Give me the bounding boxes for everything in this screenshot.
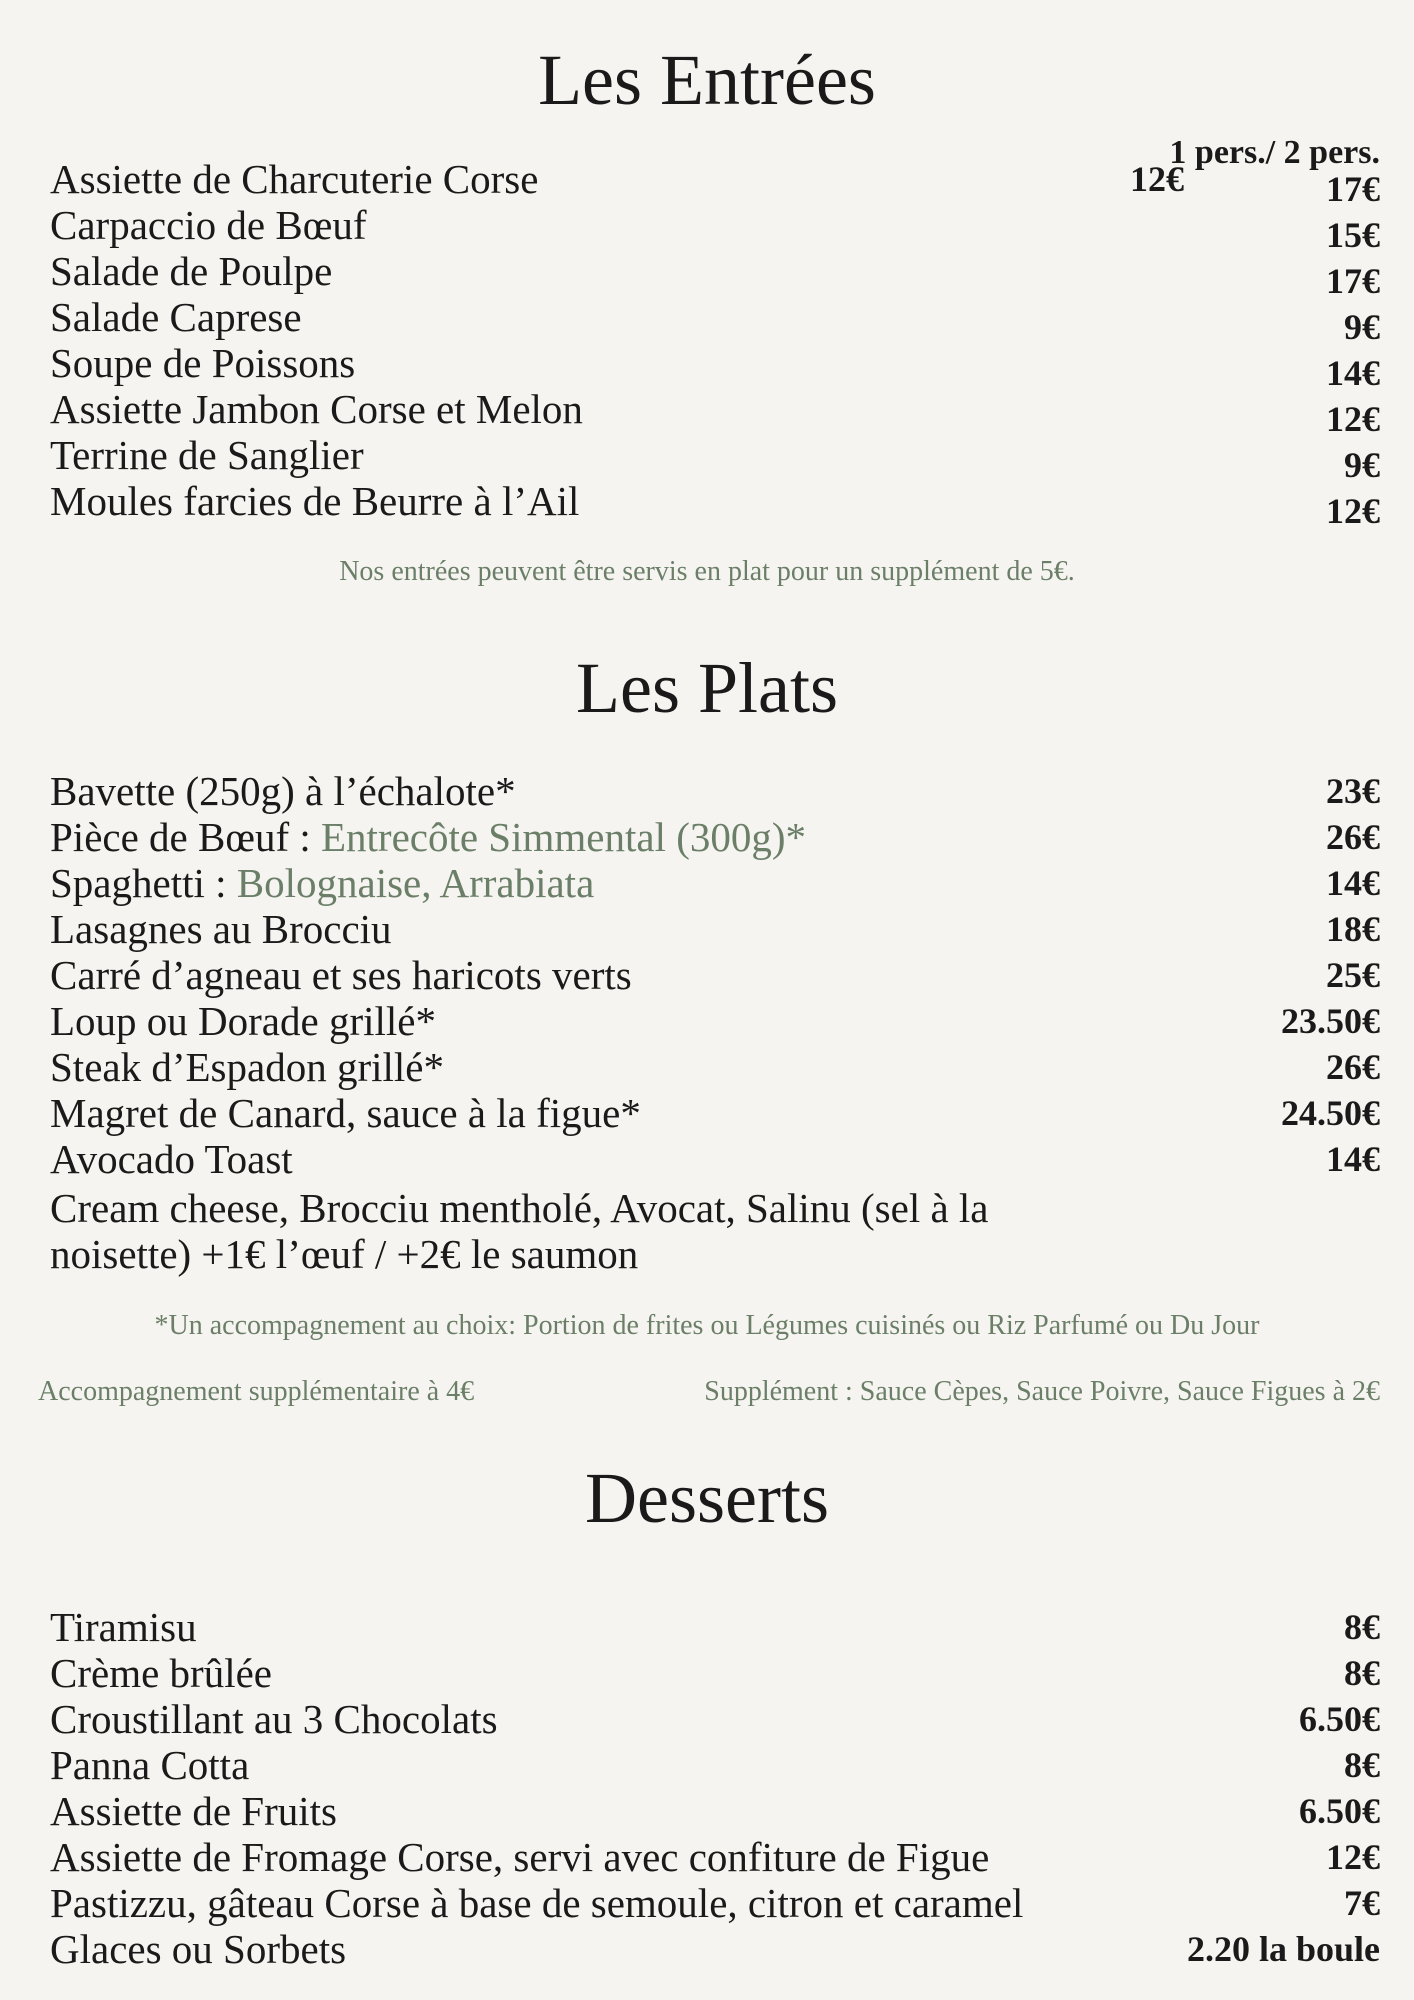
item-name: Moules farcies de Beurre à l’Ail [50,478,580,524]
item-name-text: Pièce de Bœuf : [50,814,321,860]
item-price: 6.50€ [1299,1791,1380,1831]
menu-item [50,998,1380,1044]
menu-item [50,860,1380,906]
item-name: Panna Cotta [50,1742,250,1788]
menu-item [50,386,1380,439]
item-price: 23€ [1326,771,1380,811]
menu-item [50,1044,1380,1090]
menu-item [50,952,1380,998]
plats-title: Les Plats [576,648,838,728]
item-name [50,1044,444,1090]
item-name: Assiette Jambon Corse et Melon [50,386,583,432]
entrees-column-header: 1 pers./ 2 pers. [1169,134,1380,171]
menu-item [50,814,1380,860]
plats-list [50,768,1380,1182]
item-price: 14€ [1326,1139,1380,1179]
item-name: Carpaccio de Bœuf [50,202,367,248]
menu-item [50,294,1380,347]
item-name: Croustillant au 3 Chocolats [50,1696,498,1742]
item-name-text: Steak d’Espadon grillé* [50,1044,444,1090]
item-name: Assiette de Fromage Corse, servi avec confiture de Figue [50,1834,990,1880]
menu-item [50,1650,1380,1696]
menu-item [50,156,1380,209]
item-name [50,860,594,906]
item-price: 24.50€ [1281,1093,1380,1133]
plats-sauces-note: Supplément : Sauce Cèpes, Sauce Poivre, Sauce Figues à 2€ [704,1376,1380,1407]
item-price: 2.20 la boule [1186,1929,1380,1969]
item-detail: Bolognaise, Arrabiata [236,860,595,906]
item-price: 26€ [1326,817,1380,857]
item-name: Soupe de Poissons [50,340,356,386]
item-name [50,814,806,860]
menu-item [50,1696,1380,1742]
menu-item [50,1834,1380,1880]
item-name: Salade de Poulpe [50,248,333,294]
item-name: Pastizzu, gâteau Corse à base de semoule, citron et caramel [50,1880,1024,1926]
menu-item [50,340,1380,393]
item-name [50,1136,293,1182]
menu-item [50,1880,1380,1926]
menu-item [50,1604,1380,1650]
item-price: 17€ [1326,169,1380,209]
plats-accompaniment-note: *Un accompagnement au choix: Portion de frites ou Légumes cuisinés ou Riz Parfumé ou Du Jour [154,1310,1260,1341]
item-price: 23.50€ [1281,1001,1380,1041]
avocado-toast-description: Cream cheese, Brocciu mentholé, Avocat, Salinu (sel à la noisette) +1€ l’œuf / +2€ le saumon [50,1185,989,1277]
item-price: 12€ [1326,1837,1380,1877]
item-name-text: Loup ou Dorade grillé* [50,998,436,1044]
menu-item [50,248,1380,301]
menu-item [50,202,1380,255]
item-price: 25€ [1326,955,1380,995]
menu-item [50,1742,1380,1788]
item-price-1-person: 12€ [1130,159,1184,199]
menu-item [50,768,1380,814]
item-name: Assiette de Charcuterie Corse [50,156,539,202]
item-price: 8€ [1344,1653,1380,1693]
item-price: 9€ [1344,445,1380,485]
item-price: 15€ [1326,215,1380,255]
item-name-text: Lasagnes au Brocciu [50,906,392,952]
item-name-text: Avocado Toast [50,1136,293,1182]
item-name-text: Spaghetti : [50,860,237,906]
entrees-note: Nos entrées peuvent être servis en plat pour un supplément de 5€. [339,556,1075,587]
item-name-text: Bavette (250g) à l’échalote* [50,768,516,814]
menu-item [50,906,1380,952]
item-name-text: Magret de Canard, sauce à la figue* [50,1090,641,1136]
entrees-title: Les Entrées [538,40,876,120]
item-price: 9€ [1344,307,1380,347]
entrees-list [50,156,1380,531]
menu-item [50,1136,1380,1182]
menu-item [50,1090,1380,1136]
desserts-title: Desserts [585,1458,829,1538]
menu-item [50,1926,1380,1972]
desserts-list [50,1604,1380,1972]
menu-item [50,1788,1380,1834]
item-price: 12€ [1326,491,1380,531]
item-name [50,768,516,814]
item-name [50,998,436,1044]
menu-item [50,432,1380,485]
item-name: Glaces ou Sorbets [50,1926,347,1972]
item-name [50,1090,641,1136]
item-name-text: Carré d’agneau et ses haricots verts [50,952,632,998]
menu-item [50,478,1380,531]
item-price: 14€ [1326,353,1380,393]
item-price: 7€ [1344,1883,1380,1923]
item-price: 18€ [1326,909,1380,949]
item-name [50,952,632,998]
item-price: 26€ [1326,1047,1380,1087]
item-name: Crème brûlée [50,1650,272,1696]
item-name [50,906,392,952]
item-name: Tiramisu [50,1604,197,1650]
item-price: 12€ [1326,399,1380,439]
item-price: 17€ [1326,261,1380,301]
item-name: Salade Caprese [50,294,302,340]
plats-extra-side-note: Accompagnement supplémentaire à 4€ [38,1376,475,1407]
item-detail: Entrecôte Simmental (300g)* [320,814,807,860]
item-price: 14€ [1326,863,1380,903]
item-price: 6.50€ [1299,1699,1380,1739]
item-name: Assiette de Fruits [50,1788,337,1834]
item-price: 8€ [1344,1745,1380,1785]
item-price: 8€ [1344,1607,1380,1647]
item-name: Terrine de Sanglier [50,432,364,478]
